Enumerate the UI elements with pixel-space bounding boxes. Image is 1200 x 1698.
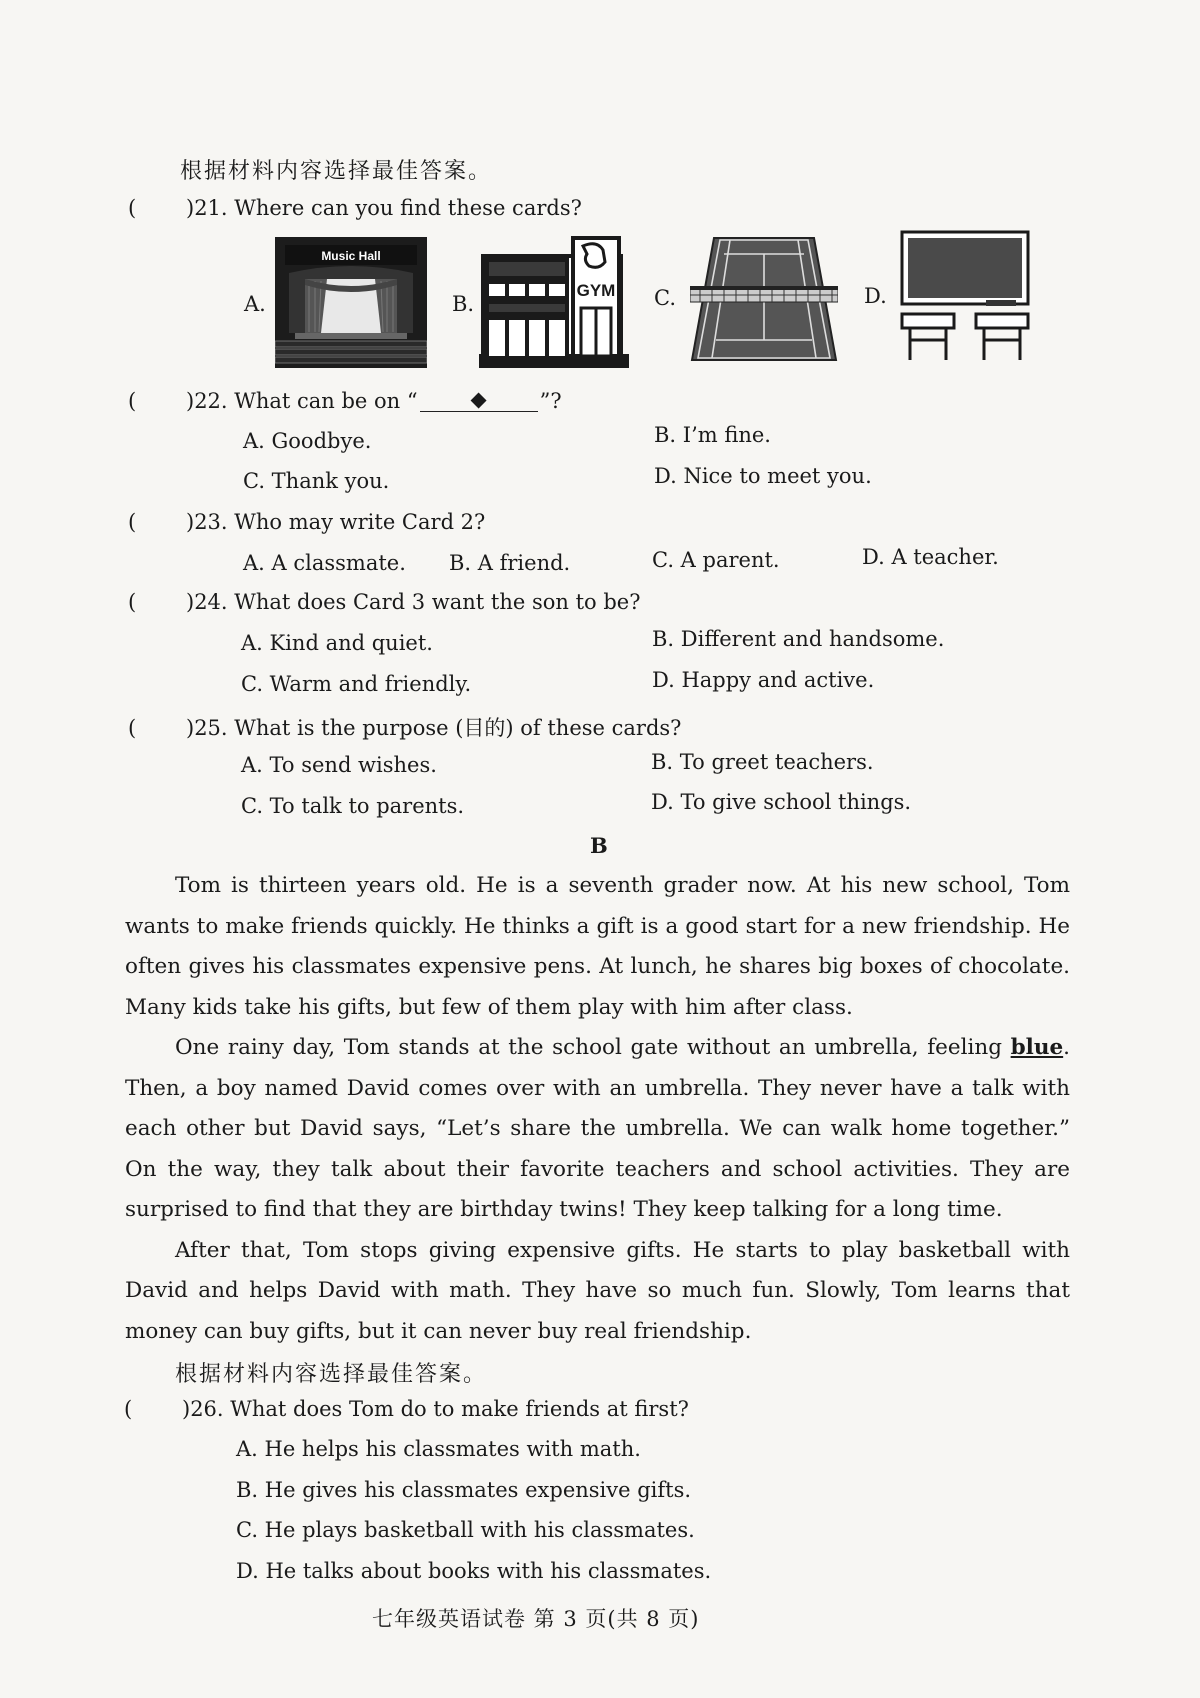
question-text: )24. What does Card 3 want the son to be? <box>186 590 641 614</box>
q22-option-a[interactable]: A. Goodbye. <box>243 429 372 453</box>
answer-paren[interactable]: ( <box>128 389 137 413</box>
option-label-b: B. <box>452 292 475 316</box>
p2-text-after: . Then, a boy named David comes over with an umbrella. They never have a talk with each other but David says, “Let’s share the umbrella. We can walk home together.” On the way, they talk about their favorite teachers and school activities. They are surprised to find that they are birthday twins! They keep talking for a long time. <box>125 1035 1070 1222</box>
answer-paren[interactable]: ( <box>128 510 137 534</box>
option-label-c: C. <box>654 286 676 310</box>
answer-paren[interactable]: ( <box>128 716 137 740</box>
instruction-part-a: 根据材料内容选择最佳答案。 <box>180 159 493 184</box>
answer-paren[interactable]: ( <box>128 590 137 614</box>
q25-option-b[interactable]: B. To greet teachers. <box>651 750 874 774</box>
question-text: )21. Where can you find these cards? <box>186 196 582 220</box>
question-text-after: ”? <box>539 389 562 413</box>
music-hall-sign: Music Hall <box>321 249 381 263</box>
option-label-d: D. <box>864 284 887 308</box>
q24-option-b[interactable]: B. Different and handsome. <box>652 627 945 651</box>
question-text-before: )22. What can be on “ <box>186 389 418 413</box>
question-22 <box>128 389 562 414</box>
answer-paren[interactable]: ( <box>124 1397 133 1421</box>
question-21 <box>128 196 582 220</box>
p2-text-before: One rainy day, Tom stands at the school gate without an umbrella, feeling <box>175 1035 1011 1060</box>
gym-sign: GYM <box>576 281 616 300</box>
q23-option-c[interactable]: C. A parent. <box>652 548 780 572</box>
question-24 <box>128 590 640 614</box>
q26-option-a[interactable]: A. He helps his classmates with math. <box>236 1437 641 1461</box>
q23-option-d[interactable]: D. A teacher. <box>862 545 999 569</box>
section-b-heading: B <box>590 833 608 858</box>
q22-option-c[interactable]: C. Thank you. <box>243 469 390 493</box>
passage-paragraph-2 <box>125 1028 1070 1231</box>
classroom-image <box>900 230 1032 364</box>
q23-option-b[interactable]: B. A friend. <box>449 551 571 575</box>
q25-option-d[interactable]: D. To give school things. <box>651 790 912 814</box>
question-text: )25. What is the purpose (目的) of these cards? <box>186 716 682 740</box>
q26-option-d[interactable]: D. He talks about books with his classmates. <box>236 1559 712 1583</box>
diamond-blank: ◆ <box>420 387 538 412</box>
q23-option-a[interactable]: A. A classmate. <box>243 551 406 575</box>
question-23 <box>128 510 485 534</box>
question-text: )26. What does Tom do to make friends at first? <box>182 1397 689 1421</box>
q26-option-b[interactable]: B. He gives his classmates expensive gifts. <box>236 1478 692 1502</box>
underlined-word-blue: blue <box>1010 1035 1064 1060</box>
instruction-part-b: 根据材料内容选择最佳答案。 <box>175 1362 488 1387</box>
gym-building-image <box>479 236 629 368</box>
passage-b <box>125 866 1070 1352</box>
page-footer: 七年级英语试卷 第 3 页(共 8 页) <box>372 1607 700 1631</box>
q25-option-a[interactable]: A. To send wishes. <box>241 753 437 777</box>
passage-paragraph-1: Tom is thirteen years old. He is a seventh grader now. At his new school, Tom wants to make friends quickly. He thinks a gift is a good start for a new friendship. He often gives his classmates expensive pens. At lunch, he shares big boxes of chocolate. Many kids take his gifts, but few of them play with him after class. <box>125 873 1070 1020</box>
option-label-a: A. <box>244 292 266 316</box>
q24-option-c[interactable]: C. Warm and friendly. <box>241 672 472 696</box>
q25-option-c[interactable]: C. To talk to parents. <box>241 794 465 818</box>
q26-option-c[interactable]: C. He plays basketball with his classmates. <box>236 1518 695 1542</box>
music-hall-image <box>275 237 427 368</box>
q24-option-d[interactable]: D. Happy and active. <box>652 668 875 692</box>
question-26 <box>124 1397 689 1421</box>
passage-paragraph-3: After that, Tom stops giving expensive gifts. He starts to play basketball with David and helps David with math. They have so much fun. Slowly, Tom learns that money can buy gifts, but it can never buy real friendship. <box>125 1237 1070 1344</box>
q22-option-b[interactable]: B. I’m fine. <box>654 423 771 447</box>
q24-option-a[interactable]: A. Kind and quiet. <box>241 631 433 655</box>
question-text: )23. Who may write Card 2? <box>186 510 486 534</box>
q22-option-d[interactable]: D. Nice to meet you. <box>654 464 872 488</box>
answer-paren[interactable]: ( <box>128 196 137 220</box>
tennis-court-image <box>690 236 838 362</box>
question-25 <box>128 712 681 742</box>
